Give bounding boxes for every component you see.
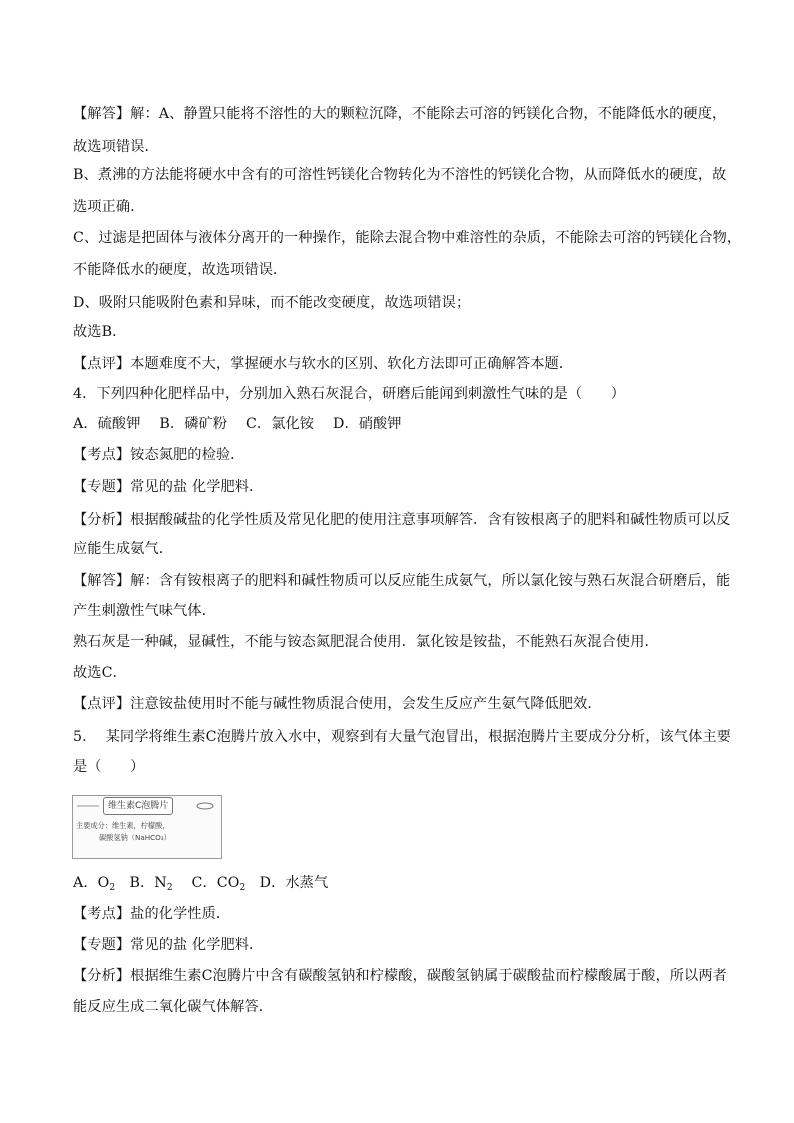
question-5-options xyxy=(73,873,733,898)
subscript: 2 xyxy=(239,883,246,893)
text-line: 故选项错误． xyxy=(73,139,159,155)
text-line: 【考点】铵态氮肥的检验． xyxy=(73,447,245,463)
text-line: 不能降低水的硬度，故选项错误． xyxy=(73,262,288,278)
text-line: D、吸附只能吸附色素和异味，而不能改变硬度，故选项错误； xyxy=(73,295,471,311)
option-b: B．N xyxy=(115,875,167,891)
text-line: 应能生成氨气． xyxy=(73,541,174,557)
text-line: 【点评】本题难度不大，掌握硬水与软水的区别、软化方法即可正确解答本题． xyxy=(73,356,574,372)
package-title: 维生素C泡腾片 xyxy=(103,797,173,815)
option-a: A．O xyxy=(73,875,110,891)
text-line: 【考点】盐的化学性质． xyxy=(73,906,231,922)
text-line: 【分析】根据维生素C泡腾片中含有碳酸氢钠和柠檬酸，碳酸氢钠属于碳酸盐而柠檬酸属于酸，所以两者 xyxy=(73,968,727,984)
text-line: 故选B． xyxy=(73,324,127,340)
text-line: 是（ ） xyxy=(73,759,145,775)
text-line: 产生刺激性气味气体． xyxy=(73,603,216,619)
text-line: 选项正确． xyxy=(73,199,145,215)
text-line: 【解答】解：含有铵根离子的肥料和碱性物质可以反应能生成氨气，所以氯化铵与熟石灰混合研磨后，能 xyxy=(73,573,731,589)
vitamin-c-package-image xyxy=(72,795,222,859)
text-line: C、过滤是把固体与液体分离开的一种操作，能除去混合物中难溶性的杂质，不能除去可溶的钙镁化合物， xyxy=(73,230,742,246)
subscript: 2 xyxy=(109,883,116,893)
text-line: 【专题】常见的盐 化学肥料． xyxy=(73,937,264,953)
question-4-options: A．硫酸钾 B．磷矿粉 C．氯化铵 D．硝酸钾 xyxy=(73,416,402,432)
text-line: 【专题】常见的盐 化学肥料． xyxy=(73,479,264,495)
text-line: 熟石灰是一种碱，显碱性，不能与铵态氮肥混合使用．氯化铵是铵盐，不能熟石灰混合使用． xyxy=(73,634,659,650)
subscript: 2 xyxy=(166,883,173,893)
question-4-stem: 4．下列四种化肥样品中，分别加入熟石灰混合，研磨后能闻到刺激性气味的是（ ） xyxy=(73,386,626,402)
text-line: 【分析】根据酸碱盐的化学性质及常见化肥的使用注意事项解答．含有铵根离子的肥料和碱性物质可以反 xyxy=(73,512,731,528)
text-line: 能反应生成二氧化碳气体解答． xyxy=(73,999,274,1015)
text-line: 【点评】注意铵盐使用时不能与碱性物质混合使用，会发生反应产生氨气降低肥效． xyxy=(73,696,602,712)
package-ingredients-line: 碳酸氢钠（NaHCO₃） xyxy=(99,833,171,842)
option-d: D．水蒸气 xyxy=(245,875,329,891)
text-line: B、煮沸的方法能将硬水中含有的可溶性钙镁化合物转化为不溶性的钙镁化合物，从而降低水的硬度，故 xyxy=(73,167,727,183)
package-ingredients-line: 主要成分：维生素，柠檬酸， xyxy=(76,821,170,830)
question-5-stem: 5. 某同学将维生素C泡腾片放入水中，观察到有大量气泡冒出，根据泡腾片主要成分分析，该气体主要 xyxy=(73,729,731,745)
text-line: 故选C． xyxy=(73,665,127,681)
text-line: 【解答】解：A、静置只能将不溶性的大的颗粒沉降，不能除去可溶的钙镁化合物，不能降低水的硬度， xyxy=(73,106,727,122)
option-c: C．CO xyxy=(172,875,240,891)
